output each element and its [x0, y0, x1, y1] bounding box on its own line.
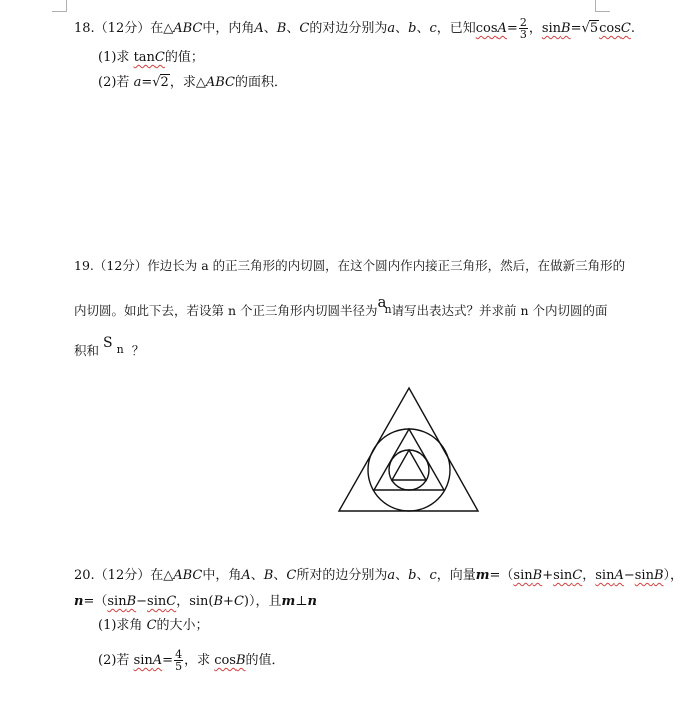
sin: sin	[553, 568, 573, 583]
text: 的值；	[164, 50, 204, 65]
text: ，求△	[169, 75, 206, 90]
text: 积和	[74, 343, 100, 358]
sinA-expression	[134, 653, 163, 668]
inner-incircle	[389, 450, 429, 490]
text: (2)若	[98, 653, 134, 668]
var-a: a	[387, 568, 396, 583]
denominator: 3	[519, 28, 527, 41]
var-C: C	[233, 594, 244, 609]
equals: =	[506, 21, 518, 36]
text: ，求	[184, 653, 215, 668]
var-A: A	[614, 568, 624, 583]
var-B: B	[561, 21, 571, 36]
text: 内切圆。如此下去，若设第 n 个正三角形内切圆半径为	[74, 303, 378, 318]
vector-n: n	[307, 594, 317, 609]
subscript-n: n	[384, 303, 392, 316]
numerator: 4	[175, 648, 183, 661]
var-B: B	[532, 568, 543, 583]
sep: 、	[395, 21, 409, 36]
sin: sin	[513, 568, 533, 583]
var-c: c	[429, 568, 437, 583]
text: (1)求	[98, 50, 134, 65]
sep: 、	[416, 568, 430, 583]
cos: cos	[214, 653, 236, 668]
sinB-expression	[635, 568, 664, 583]
sqrt-icon: √	[152, 75, 161, 90]
sinB-expression	[542, 21, 571, 36]
var-C: C	[166, 594, 177, 609]
text: 中，内角	[202, 21, 255, 36]
text: ，向量	[436, 568, 476, 583]
q18-line1	[74, 17, 635, 40]
vector-m: m	[281, 594, 296, 609]
period: .	[630, 21, 635, 36]
q19-line2	[74, 293, 608, 321]
q19-line3	[74, 335, 145, 361]
equals: =（	[489, 568, 514, 583]
cos: cos	[475, 21, 498, 36]
var-a-n: a	[377, 293, 387, 311]
sep: 、	[263, 21, 277, 36]
cos: cos	[599, 21, 621, 36]
middle-triangle	[374, 429, 444, 490]
q20-part1	[98, 617, 209, 635]
text: 请写出表达式？并求前 n 个内切圆的面	[391, 303, 608, 318]
q20-part2	[98, 649, 285, 672]
q20-line2	[74, 593, 317, 611]
sqrt-value: 2	[160, 75, 169, 90]
text: 的大小；	[156, 618, 209, 633]
var-b: b	[408, 21, 417, 36]
var-C: C	[572, 568, 583, 583]
q18-part2	[98, 74, 287, 92]
sinC-expression	[553, 568, 582, 583]
var-b: b	[408, 568, 417, 583]
text: ？	[131, 343, 145, 358]
var-B: B	[126, 594, 137, 609]
sinB-expression	[107, 594, 136, 609]
sin: sin	[595, 568, 615, 583]
cosB-expression	[214, 653, 245, 668]
sep: 、	[273, 568, 287, 583]
sep: 、	[250, 568, 264, 583]
sqrt-value: 5	[589, 21, 599, 36]
var-C: C	[286, 568, 297, 583]
var-C: C	[154, 50, 165, 65]
plus: +	[223, 594, 234, 609]
triangle-label: ABC	[173, 568, 203, 583]
q20-line1	[74, 567, 683, 585]
var-S-n: S	[103, 335, 113, 351]
triangle-label: ABC	[205, 75, 235, 90]
sep: 、	[416, 21, 430, 36]
var-C: C	[620, 21, 631, 36]
var-a: a	[133, 75, 142, 90]
numerator: 2	[519, 16, 527, 29]
text: ，sin(	[176, 594, 214, 609]
triangle-label: ABC	[173, 21, 203, 36]
var-B: B	[235, 653, 246, 668]
sep: 、	[286, 21, 300, 36]
var-C: C	[146, 618, 157, 633]
page-corner-mark-left	[52, 0, 67, 12]
var-c: c	[429, 21, 437, 36]
sinB-expression	[513, 568, 542, 583]
q19-line1: 19.（12分）作边长为 a 的正三角形的内切圆，在这个圆内作内接正三角形，然后，在做新三角形的	[74, 258, 626, 273]
outer-incircle	[368, 429, 450, 511]
vector-m: m	[475, 568, 490, 583]
tanC-expression	[134, 50, 165, 65]
text: 的面积．	[234, 75, 287, 90]
sinA-expression	[595, 568, 624, 583]
cosC-expression	[599, 21, 631, 36]
equals: =	[141, 75, 153, 90]
fraction-2-3	[519, 17, 528, 40]
sinC-expression	[147, 594, 176, 609]
equals: =	[570, 21, 582, 36]
q18-number: 18.（12分）在△	[74, 21, 174, 36]
var-B: B	[653, 568, 664, 583]
perpendicular-icon: ⊥	[295, 594, 308, 609]
text: (2)若	[98, 75, 134, 90]
tan: tan	[133, 50, 155, 65]
fraction-4-5	[174, 649, 183, 672]
var-B: B	[263, 568, 274, 583]
sin: sin	[107, 594, 127, 609]
plus: +	[542, 568, 554, 583]
var-B: B	[276, 21, 287, 36]
equals: =（	[83, 594, 108, 609]
var-A: A	[497, 21, 507, 36]
denominator: 5	[175, 660, 183, 673]
cosA-expression	[476, 21, 507, 36]
text: )），且	[243, 594, 282, 609]
var-B: B	[213, 594, 224, 609]
sin: sin	[541, 21, 562, 36]
sqrt-icon: √	[581, 21, 590, 36]
var-a: a	[387, 21, 396, 36]
text: 中，角	[202, 568, 242, 583]
var-A: A	[254, 21, 264, 36]
var-A: A	[241, 568, 251, 583]
var-A: A	[152, 653, 163, 668]
sep: 、	[395, 568, 409, 583]
text: ，已知	[436, 21, 476, 36]
text: (1)求角	[98, 618, 147, 633]
equals: =	[162, 653, 174, 668]
text: 的值．	[245, 653, 285, 668]
minus: −	[623, 568, 635, 583]
q18-part1	[98, 49, 204, 67]
text: 的对边分别为	[309, 21, 388, 36]
close-paren: ），	[663, 568, 683, 583]
page-corner-mark-right	[595, 0, 610, 12]
sin: sin	[634, 568, 654, 583]
comma: ，	[582, 568, 596, 583]
sin: sin	[147, 594, 167, 609]
q20-number: 20.（12分）在△	[74, 568, 174, 583]
sin: sin	[133, 653, 153, 668]
text: 所对的边分别为	[296, 568, 388, 583]
var-C: C	[299, 21, 310, 36]
comma: ，	[528, 21, 542, 36]
minus: −	[136, 594, 148, 609]
nested-triangle-circle-figure	[336, 386, 482, 514]
vector-n: n	[74, 594, 84, 609]
subscript-n: n	[116, 343, 124, 356]
